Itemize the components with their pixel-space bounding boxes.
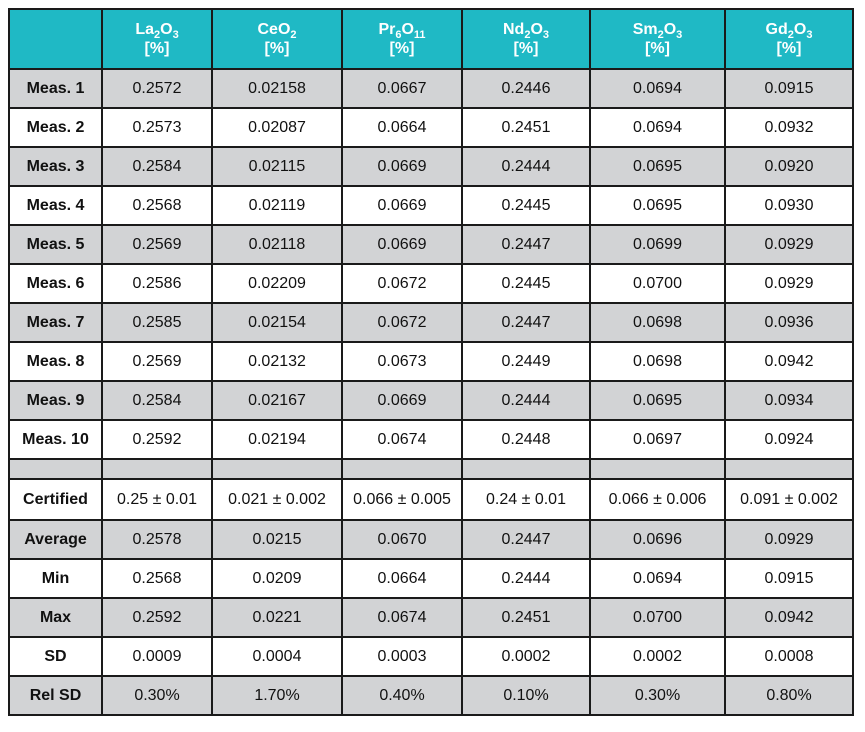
table-cell: 0.0934 — [725, 381, 853, 420]
table-cell: 0.0695 — [590, 186, 725, 225]
summary-row-rel-sd — [9, 676, 853, 715]
table-cell: 0.0932 — [725, 108, 853, 147]
table-cell: 1.70% — [212, 676, 342, 715]
table-cell: 0.0209 — [212, 559, 342, 598]
table-cell: 0.10% — [462, 676, 590, 715]
table-row — [9, 186, 853, 225]
table-cell: 0.2451 — [462, 598, 590, 637]
row-label: Average — [9, 520, 102, 559]
table-cell: 0.2569 — [102, 225, 212, 264]
table-cell: 0.2446 — [462, 69, 590, 108]
table-cell: 0.25 ± 0.01 — [102, 479, 212, 520]
table-cell: 0.2447 — [462, 225, 590, 264]
row-label: SD — [9, 637, 102, 676]
table-cell: 0.0004 — [212, 637, 342, 676]
table-cell: 0.0924 — [725, 420, 853, 459]
table-cell: 0.0694 — [590, 559, 725, 598]
table-cell: 0.0669 — [342, 186, 462, 225]
table-cell: 0.0003 — [342, 637, 462, 676]
row-label: Meas. 4 — [9, 186, 102, 225]
spacer-row — [9, 459, 853, 479]
table-cell: 0.2592 — [102, 420, 212, 459]
summary-row-sd — [9, 637, 853, 676]
table-cell: 0.2444 — [462, 381, 590, 420]
table-row — [9, 381, 853, 420]
row-label: Max — [9, 598, 102, 637]
table-cell: 0.0915 — [725, 559, 853, 598]
table-cell: 0.24 ± 0.01 — [462, 479, 590, 520]
table-cell: 0.40% — [342, 676, 462, 715]
spacer-cell — [212, 459, 342, 479]
summary-row-certified — [9, 479, 853, 520]
table-cell: 0.02132 — [212, 342, 342, 381]
table-cell: 0.02115 — [212, 147, 342, 186]
table-cell: 0.0700 — [590, 264, 725, 303]
row-label: Meas. 3 — [9, 147, 102, 186]
table-cell: 0.0664 — [342, 559, 462, 598]
column-header-nd2o3: $Nd_2O_3$ [%] — [462, 9, 590, 69]
table-cell: 0.2451 — [462, 108, 590, 147]
table-cell: 0.2445 — [462, 264, 590, 303]
table-row — [9, 342, 853, 381]
table-cell: 0.0930 — [725, 186, 853, 225]
row-label: Min — [9, 559, 102, 598]
row-label: Meas. 2 — [9, 108, 102, 147]
table-cell: 0.0694 — [590, 108, 725, 147]
table-row — [9, 147, 853, 186]
table-cell: 0.0674 — [342, 420, 462, 459]
table-cell: 0.2447 — [462, 303, 590, 342]
header-row — [9, 9, 853, 69]
table-cell: 0.0696 — [590, 520, 725, 559]
summary-row-max — [9, 598, 853, 637]
column-header-sm2o3: $Sm_2O_3$ [%] — [590, 9, 725, 69]
table-cell: 0.0009 — [102, 637, 212, 676]
table-cell: 0.0670 — [342, 520, 462, 559]
table-cell: 0.0942 — [725, 598, 853, 637]
header-corner — [9, 9, 102, 69]
table-row — [9, 303, 853, 342]
row-label: Meas. 10 — [9, 420, 102, 459]
table-cell: 0.2447 — [462, 520, 590, 559]
table-cell: 0.0915 — [725, 69, 853, 108]
table-cell: 0.2585 — [102, 303, 212, 342]
table-cell: 0.2444 — [462, 147, 590, 186]
table-cell: 0.30% — [102, 676, 212, 715]
table-cell: 0.0008 — [725, 637, 853, 676]
table-cell: 0.0694 — [590, 69, 725, 108]
table-cell: 0.02158 — [212, 69, 342, 108]
table-cell: 0.02194 — [212, 420, 342, 459]
table-cell: 0.0929 — [725, 520, 853, 559]
summary-row-min — [9, 559, 853, 598]
row-label: Meas. 1 — [9, 69, 102, 108]
table-cell: 0.0667 — [342, 69, 462, 108]
table-cell: 0.0215 — [212, 520, 342, 559]
row-label: Meas. 5 — [9, 225, 102, 264]
row-label: Meas. 8 — [9, 342, 102, 381]
spacer-cell — [725, 459, 853, 479]
table-cell: 0.30% — [590, 676, 725, 715]
table-cell: 0.0002 — [590, 637, 725, 676]
table-cell: 0.0700 — [590, 598, 725, 637]
spacer-cell — [462, 459, 590, 479]
row-label: Meas. 7 — [9, 303, 102, 342]
table-cell: 0.2572 — [102, 69, 212, 108]
table-cell: 0.0669 — [342, 147, 462, 186]
table-cell: 0.2444 — [462, 559, 590, 598]
table-cell: 0.2573 — [102, 108, 212, 147]
row-label: Meas. 6 — [9, 264, 102, 303]
table-cell: 0.02119 — [212, 186, 342, 225]
table-cell: 0.0002 — [462, 637, 590, 676]
column-header-la2o3: $La_2O_3$ [%] — [102, 9, 212, 69]
table-cell: 0.0697 — [590, 420, 725, 459]
table-cell: 0.2448 — [462, 420, 590, 459]
column-header-ceo2: CeO$_2$ [%] — [212, 9, 342, 69]
table-cell: 0.2568 — [102, 186, 212, 225]
table-cell: 0.0672 — [342, 303, 462, 342]
table-cell: 0.2584 — [102, 147, 212, 186]
table-row — [9, 69, 853, 108]
table-cell: 0.80% — [725, 676, 853, 715]
table-cell: 0.0669 — [342, 381, 462, 420]
table-cell: 0.2449 — [462, 342, 590, 381]
table-cell: 0.2578 — [102, 520, 212, 559]
table-cell: 0.091 ± 0.002 — [725, 479, 853, 520]
column-header-pr6o11: $Pr_6O_{11}$ [%] — [342, 9, 462, 69]
table-row — [9, 420, 853, 459]
spacer-cell — [102, 459, 212, 479]
table-cell: 0.0929 — [725, 225, 853, 264]
row-label: Meas. 9 — [9, 381, 102, 420]
table-cell: 0.2568 — [102, 559, 212, 598]
row-label: Certified — [9, 479, 102, 520]
table-cell: 0.0698 — [590, 303, 725, 342]
table-cell: 0.0936 — [725, 303, 853, 342]
table-cell: 0.2445 — [462, 186, 590, 225]
spacer-cell — [342, 459, 462, 479]
table-cell: 0.2569 — [102, 342, 212, 381]
table-cell: 0.0695 — [590, 147, 725, 186]
column-header-gd2o3: $Gd_2O_3$ [%] — [725, 9, 853, 69]
row-label: Rel SD — [9, 676, 102, 715]
results-table — [8, 8, 854, 716]
table-cell: 0.0695 — [590, 381, 725, 420]
spacer-cell — [590, 459, 725, 479]
table-cell: 0.0673 — [342, 342, 462, 381]
table-cell: 0.02167 — [212, 381, 342, 420]
table-cell: 0.02118 — [212, 225, 342, 264]
table-cell: 0.0221 — [212, 598, 342, 637]
table-cell: 0.066 ± 0.006 — [590, 479, 725, 520]
table-cell: 0.2592 — [102, 598, 212, 637]
spacer-cell — [9, 459, 102, 479]
table-cell: 0.0674 — [342, 598, 462, 637]
table-cell: 0.021 ± 0.002 — [212, 479, 342, 520]
table-cell: 0.0920 — [725, 147, 853, 186]
table-cell: 0.0669 — [342, 225, 462, 264]
table-cell: 0.0699 — [590, 225, 725, 264]
table-row — [9, 225, 853, 264]
table-cell: 0.0664 — [342, 108, 462, 147]
table-cell: 0.2584 — [102, 381, 212, 420]
table-cell: 0.02087 — [212, 108, 342, 147]
table-cell: 0.0698 — [590, 342, 725, 381]
table-cell: 0.0942 — [725, 342, 853, 381]
table-cell: 0.02154 — [212, 303, 342, 342]
summary-row-average — [9, 520, 853, 559]
table-cell: 0.02209 — [212, 264, 342, 303]
table-cell: 0.0929 — [725, 264, 853, 303]
table-cell: 0.2586 — [102, 264, 212, 303]
table-cell: 0.066 ± 0.005 — [342, 479, 462, 520]
table-row — [9, 108, 853, 147]
table-cell: 0.0672 — [342, 264, 462, 303]
table-row — [9, 264, 853, 303]
